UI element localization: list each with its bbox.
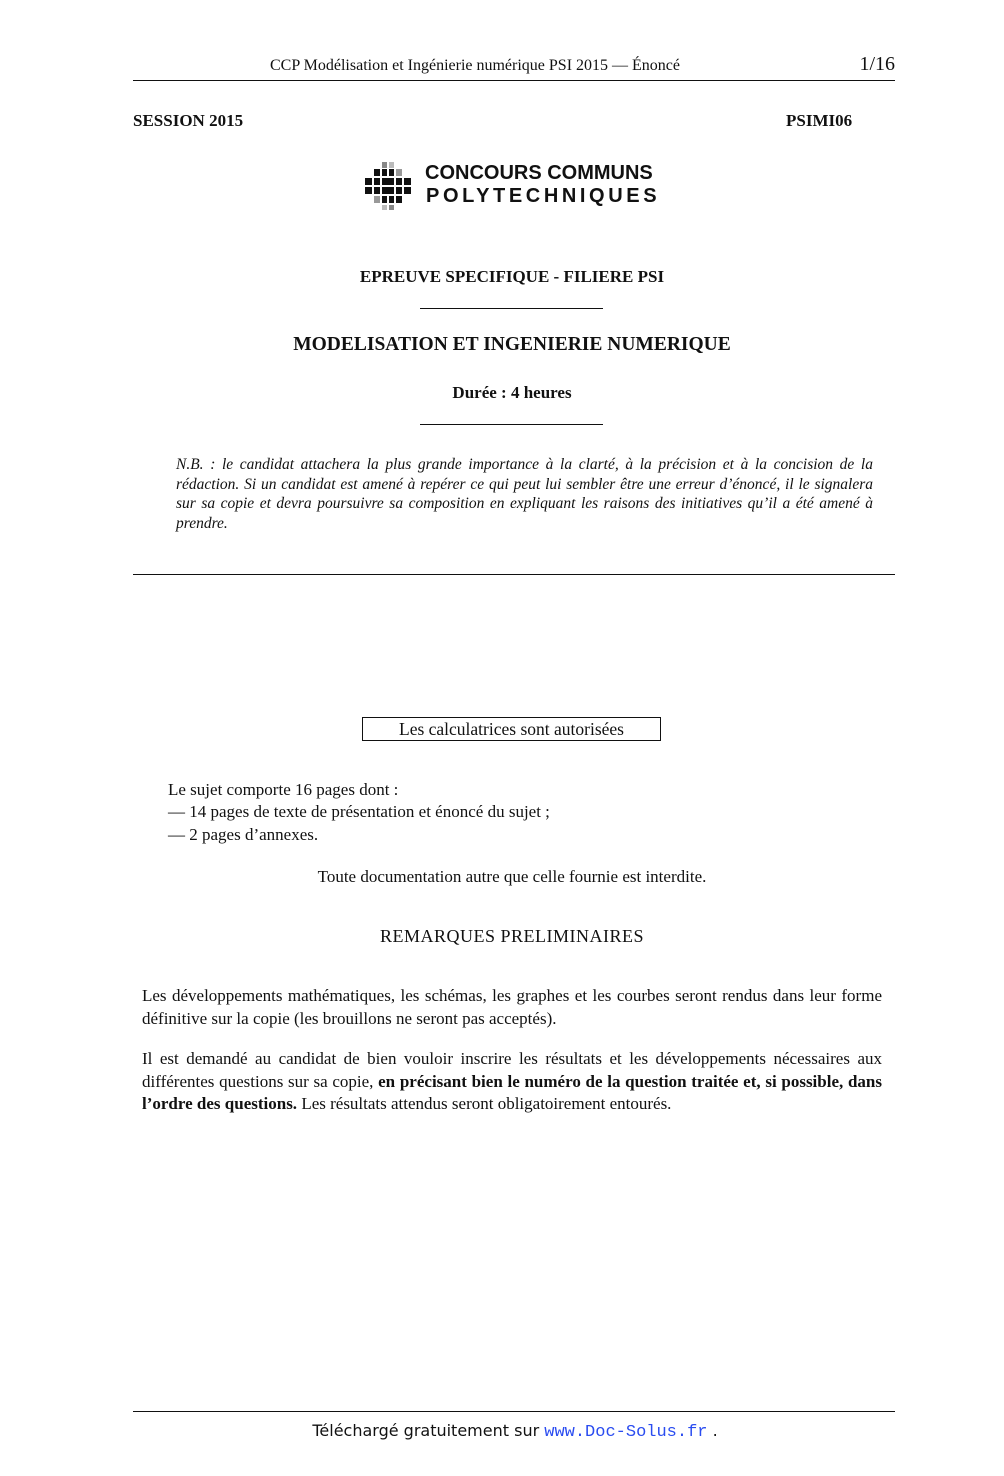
paragraph-1: Les développements mathématiques, les schémas, les graphes et les courbes seront rendus dans leur forme définitive sur la copie (les brouillons ne seront pas acceptés). [142, 986, 882, 1028]
remarks-title: REMARQUES PRELIMINAIRES [379, 926, 645, 946]
page-header [133, 55, 895, 81]
footer [0, 1421, 1004, 1442]
calculators-notice: Les calculatrices sont autorisées [362, 717, 661, 741]
exam-code: PSIMI06 [786, 111, 853, 130]
pages-item: — 2 pages d’annexes. [168, 825, 319, 844]
pages-item: — 14 pages de texte de présentation et énoncé du sujet ; [168, 802, 550, 821]
epreuve-title: EPREUVE SPECIFIQUE - FILIERE PSI [359, 267, 665, 286]
divider [420, 424, 603, 425]
footer-text: Téléchargé gratuitement sur [312, 1421, 545, 1440]
documentation-notice: Toute documentation autre que celle fournie est interdite. [317, 867, 707, 886]
logo-line-2: POLYTECHNIQUES [426, 185, 661, 207]
paragraph-2 [142, 1048, 882, 1116]
duration: Durée : 4 heures [452, 383, 572, 402]
footer-link[interactable]: www.Doc-Solus.fr [544, 1423, 708, 1442]
paragraph-2-emphasis: en précisant bien le numéro de la question traitée et, si possible, dans l’ordre des questions. [142, 1071, 882, 1113]
section-rule [133, 574, 895, 575]
divider [420, 308, 603, 309]
page-number: 1/16 [859, 53, 895, 75]
logo-line-1: CONCOURS COMMUNS [425, 162, 653, 184]
globe-logo-icon [362, 160, 414, 212]
paragraph-2-start: Il est demandé au candidat de bien vouloir inscrire les résultats et les développements nécessaires aux différentes questions sur sa copie, [142, 1049, 882, 1091]
logo [362, 160, 662, 212]
footer-rule [133, 1411, 895, 1412]
header-title: CCP Modélisation et Ingénierie numérique PSI 2015 — Énoncé [270, 57, 681, 74]
nb-notice: N.B. : le candidat attachera la plus grande importance à la clarté, à la précision et à la concision de la rédaction. Si un candidat est amené à repérer ce qui peut lui sembler être une erreur d’énoncé, il le signalera sur sa copie et devra poursuivre sa composition en expliquant les raisons des initiatives qu’il a été amené à prendre. [176, 456, 873, 532]
session-label: SESSION 2015 [133, 111, 244, 130]
paragraph-2-end: Les résultats attendus seront obligatoirement entourés. [297, 1094, 672, 1113]
pages-intro: Le sujet comporte 16 pages dont : [168, 780, 399, 799]
footer-end: . [707, 1421, 718, 1440]
subject-title: MODELISATION ET INGENIERIE NUMERIQUE [293, 334, 731, 355]
